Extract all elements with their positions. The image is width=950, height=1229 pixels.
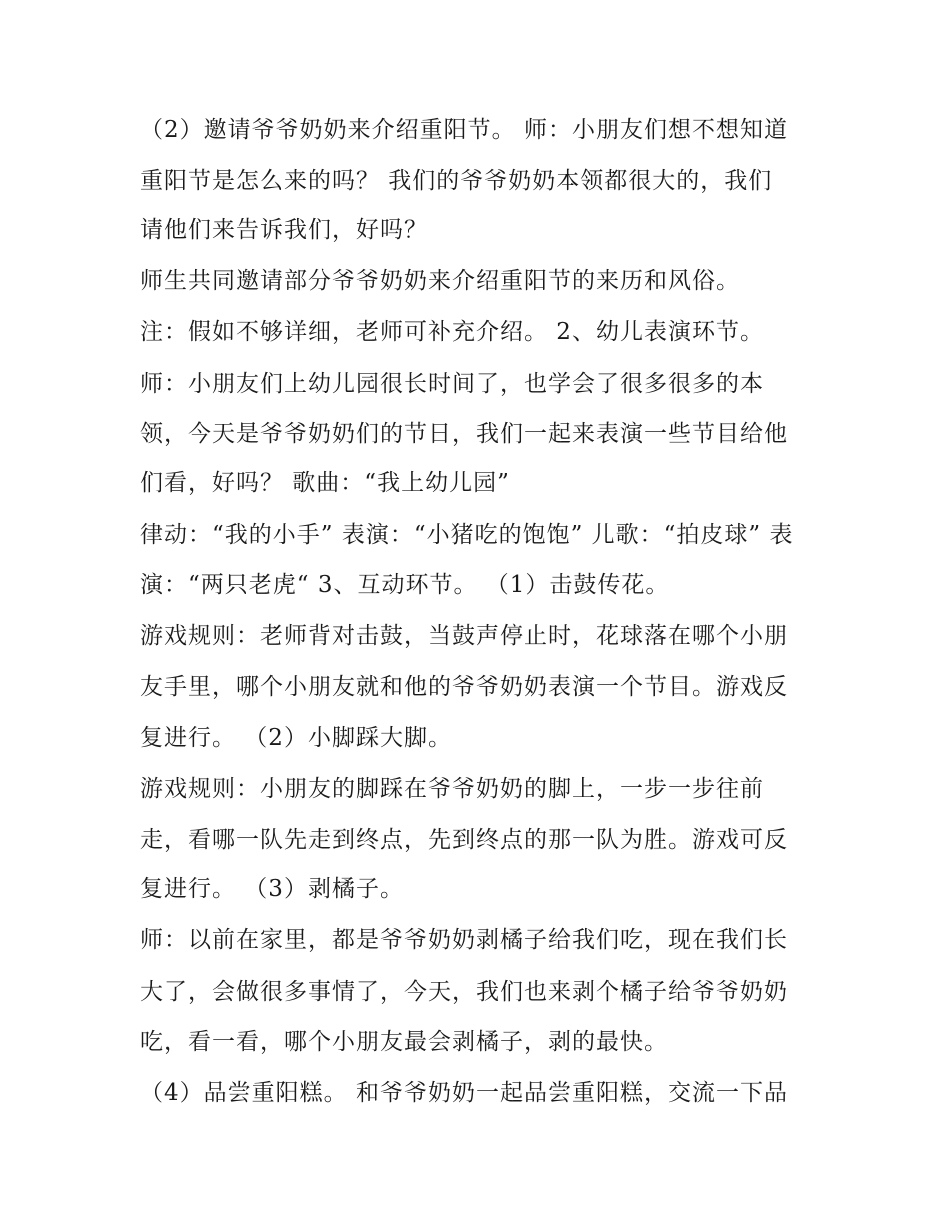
text-line: 重阳节是怎么来的吗？ 我们的爷爷奶奶本领都很大的，我们 bbox=[140, 168, 773, 194]
text-line: 演：“两只老虎“ 3、互动环节。 （1）击鼓传花。 bbox=[140, 572, 670, 598]
text-line: 师：以前在家里，都是爷爷奶奶剥橘子给我们吃，现在我们长 bbox=[140, 927, 788, 953]
text-line: 领，今天是爷爷奶奶们的节日，我们一起来表演一些节目给他 bbox=[140, 421, 788, 447]
text-line: 请他们来告诉我们，好吗？ bbox=[140, 217, 428, 243]
text-line: （4）品尝重阳糕。 和爷爷奶奶一起品尝重阳糕，交流一下品 bbox=[140, 1080, 788, 1106]
text-line: 律动：“我的小手” 表演：“小猪吃的饱饱” 儿歌：“拍皮球” 表 bbox=[140, 522, 794, 548]
text-line: 们看，好吗？ 歌曲：“我上幼儿园” bbox=[140, 470, 510, 496]
text-line: 师：小朋友们上幼儿园很长时间了，也学会了很多很多的本 bbox=[140, 371, 764, 397]
text-line: 复进行。 （2）小脚踩大脚。 bbox=[140, 725, 452, 751]
text-line: 游戏规则：小朋友的脚踩在爷爷奶奶的脚上，一步一步往前 bbox=[140, 776, 764, 802]
text-line: 友手里，哪个小朋友就和他的爷爷奶奶表演一个节目。游戏反 bbox=[140, 674, 788, 700]
text-line: 吃，看一看，哪个小朋友最会剥橘子，剥的最快。 bbox=[140, 1029, 668, 1055]
text-line: 大了，会做很多事情了，今天，我们也来剥个橘子给爷爷奶奶 bbox=[140, 979, 788, 1005]
text-line: 游戏规则：老师背对击鼓，当鼓声停止时，花球落在哪个小朋 bbox=[140, 623, 788, 649]
text-line: （2）邀请爷爷奶奶来介绍重阳节。 师：小朋友们想不想知道 bbox=[140, 117, 788, 143]
text-line: 注：假如不够详细，老师可补充介绍。 2、幼儿表演环节。 bbox=[140, 319, 764, 345]
text-line: 复进行。 （3）剥橘子。 bbox=[140, 876, 404, 902]
text-line: 走，看哪一队先走到终点，先到终点的那一队为胜。游戏可反 bbox=[140, 827, 788, 853]
text-line: 师生共同邀请部分爷爷奶奶来介绍重阳节的来历和风俗。 bbox=[140, 268, 740, 294]
